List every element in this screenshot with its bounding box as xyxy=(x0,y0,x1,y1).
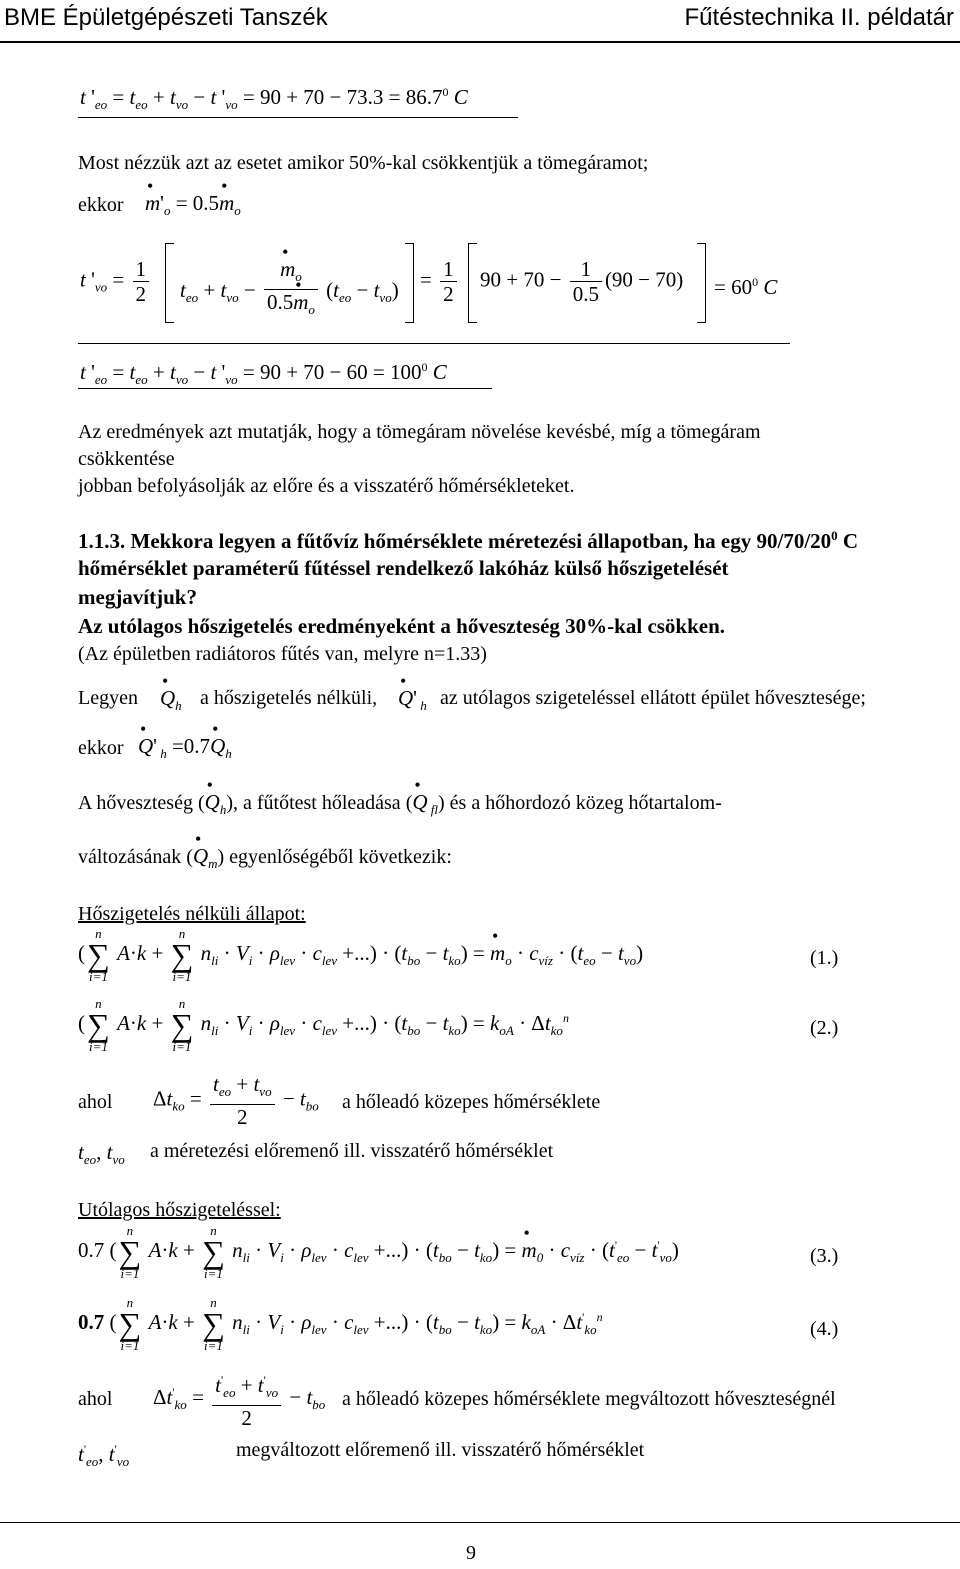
equation-number-1: (1.) xyxy=(810,947,839,969)
section-heading-before: Hőszigetelés nélküli állapot: xyxy=(78,903,306,925)
task-line-4: Az utólagos hőszigetelés eredményeként a hőveszteség 30%-kal csökken. xyxy=(78,614,726,638)
symbols-teo-tvo-prime: $t'_{eo}$, $t'_{vo}$ xyxy=(78,1442,130,1469)
equation-tvo-result: = $60^0$ C xyxy=(714,275,778,299)
equation-underline xyxy=(78,388,492,389)
ahol-desc-1: a hőleadó közepes hőmérséklete xyxy=(342,1091,601,1113)
results-line-2: csökkentése xyxy=(78,448,175,470)
legyen-mid: a hőszigetelés nélküli, xyxy=(200,687,378,709)
bracket-left-1 xyxy=(165,243,174,323)
task-line-2: hőmérséklet paraméterű fűtéssel rendelkező lakóház külső hőszigetelését xyxy=(78,556,729,580)
ekkor-label: ekkor xyxy=(78,194,124,216)
equation-mass-flow: • $m'_o$ = 0.5• $m_o$ xyxy=(145,191,241,223)
equation-4: 0.7 ( n ∑ i=1 A·k + n ∑ i=1 $n_{li} \cdot V_i \cdot \rho_{lev} \cdot c_{lev}$ +...) · $(t_{bo} - t_{ko}) = k_{oA} \cdot \Delta t'_{ko}^n$ xyxy=(78,1295,603,1353)
ekkor2-label: ekkor xyxy=(78,737,124,759)
hoveszteseg-line-2: változásának (• $Q_m$) egyenlőségéből következik: xyxy=(78,844,452,876)
equation-number-3: (3.) xyxy=(810,1245,839,1267)
teo-tvo-desc: a méretezési előremenő ill. visszatérő hőmérséklet xyxy=(150,1140,554,1162)
equation-3: 0.7 ( n ∑ i=1 A·k + n ∑ i=1 $n_{li} \cdot V_i \cdot \rho_{lev} \cdot c_{lev}$ +...) · $(t_{bo} - t_{ko})$ = • $m_0 \cdot c_{víz} \cdot (t'_{eo} - t'_{vo})$ xyxy=(78,1224,679,1280)
bracket-left-2 xyxy=(468,243,477,323)
teo-tvo-prime-desc: megváltozott előremenő ill. visszatérő hőmérséklet xyxy=(236,1439,645,1461)
equation-tvo: t '$_{vo}$ = $\frac{1}{2}$ xyxy=(80,257,152,306)
equation-teo-first: t '$_{eo} = t_{eo} + t_{vo} - t$ '$_{vo} = 90 + 70 - 73.3 = 86.7^0$ C xyxy=(80,85,468,112)
page-number: 9 xyxy=(466,1542,476,1564)
symbol-q-h: • $Q_h$ xyxy=(160,686,182,718)
legyen-prefix: Legyen xyxy=(78,687,138,709)
hoveszteseg-line-1: A hőveszteség (• $Q_h$), a fűtőtest hőleadása (• Q $_{fl}$) és a hőhordozó közeg hőtartalom- xyxy=(78,790,722,822)
bracket-right-2 xyxy=(697,243,706,323)
header-rule xyxy=(0,41,960,43)
header-right: Fűtéstechnika II. példatár xyxy=(684,4,954,31)
equation-underline xyxy=(78,343,790,344)
equation-tvo-value: = $\frac{1}{2}$ xyxy=(420,257,460,306)
equation-2: ( n ∑ i=1 A·k + n ∑ i=1 $n_{li} \cdot V_i \cdot \rho_{lev} \cdot c_{lev}$ +...) · $(t_{bo} - t_{ko}) = k_{oA} \cdot \Delta t_{ko}^n$ xyxy=(78,996,569,1054)
equation-underline xyxy=(78,117,518,118)
header-left: BME Épületgépészeti Tanszék xyxy=(4,4,328,31)
ahol-label-1: ahol xyxy=(78,1091,113,1113)
ahol-desc-2: a hőleadó közepes hőmérséklete megváltozott hőveszteségnél xyxy=(342,1388,836,1410)
equation-tvo-inner: $t_{eo} + t_{vo}$ − • $\frac{m_o}{0.5• m_o}$ $(t_{eo} - t_{vo})$ xyxy=(180,257,399,322)
equation-q-reduced: • Q' $_h$ =0.7• $Q_h$ xyxy=(138,734,232,766)
equation-number-4: (4.) xyxy=(810,1318,839,1340)
symbols-teo-tvo: $t_{eo}$, $t_{vo}$ xyxy=(78,1140,125,1167)
results-line-3: jobban befolyásolják az előre és a visszatérő hőmérsékleteket. xyxy=(78,475,575,497)
equation-number-2: (2.) xyxy=(810,1017,839,1039)
equation-tvo-numeric: 90 + 70 − $\frac{1}{0.5}$ (90 − 70) xyxy=(480,257,684,306)
task-line-5: (Az épületben radiátoros fűtés van, melyre n=1.33) xyxy=(78,643,487,665)
equation-teo-second: t '$_{eo} = t_{eo} + t_{vo} - t$ '$_{vo} = 90 + 70 - 60 = 100^0$ C xyxy=(80,360,447,387)
section-heading-after: Utólagos hőszigeteléssel: xyxy=(78,1199,281,1221)
paragraph-mass-flow: Most nézzük azt az esetet amikor 50%-kal csökkentjük a tömegáramot; xyxy=(78,152,649,174)
equation-delta-tko-prime: $\Delta t'_{ko}$ = $\frac{t'_{eo} + t'_{vo}}{2}$ − $t_{bo}$ xyxy=(153,1368,325,1430)
results-line-1: Az eredmények azt mutatják, hogy a tömegáram növelése kevésbé, míg a tömegáram xyxy=(78,421,761,443)
equation-delta-tko: $\Delta t_{ko}$ = $\frac{t_{eo} + t_{vo}}{2}$ − $t_{bo}$ xyxy=(153,1072,319,1129)
equation-1: ( n ∑ i=1 A·k + n ∑ i=1 $n_{li} \cdot V_i \cdot \rho_{lev} \cdot c_{lev}$ +...) · $(t_{bo} - t_{ko})$ = • $m_o \cdot c_{víz} \cdot (t_{eo} - t_{vo})$ xyxy=(78,927,643,983)
task-line-3: megjavítjuk? xyxy=(78,585,197,609)
footer-rule xyxy=(0,1522,960,1523)
ahol-label-2: ahol xyxy=(78,1388,113,1410)
symbol-q-h-prime: • Q' $_h$ xyxy=(398,686,427,718)
task-line-1: 1.1.3. Mekkora legyen a fűtővíz hőmérséklete méretezési állapotban, ha egy $90/70/20^0$ C xyxy=(78,528,859,553)
bracket-right-1 xyxy=(405,243,414,323)
legyen-suffix: az utólagos szigeteléssel ellátott épület hővesztesége; xyxy=(440,687,866,709)
